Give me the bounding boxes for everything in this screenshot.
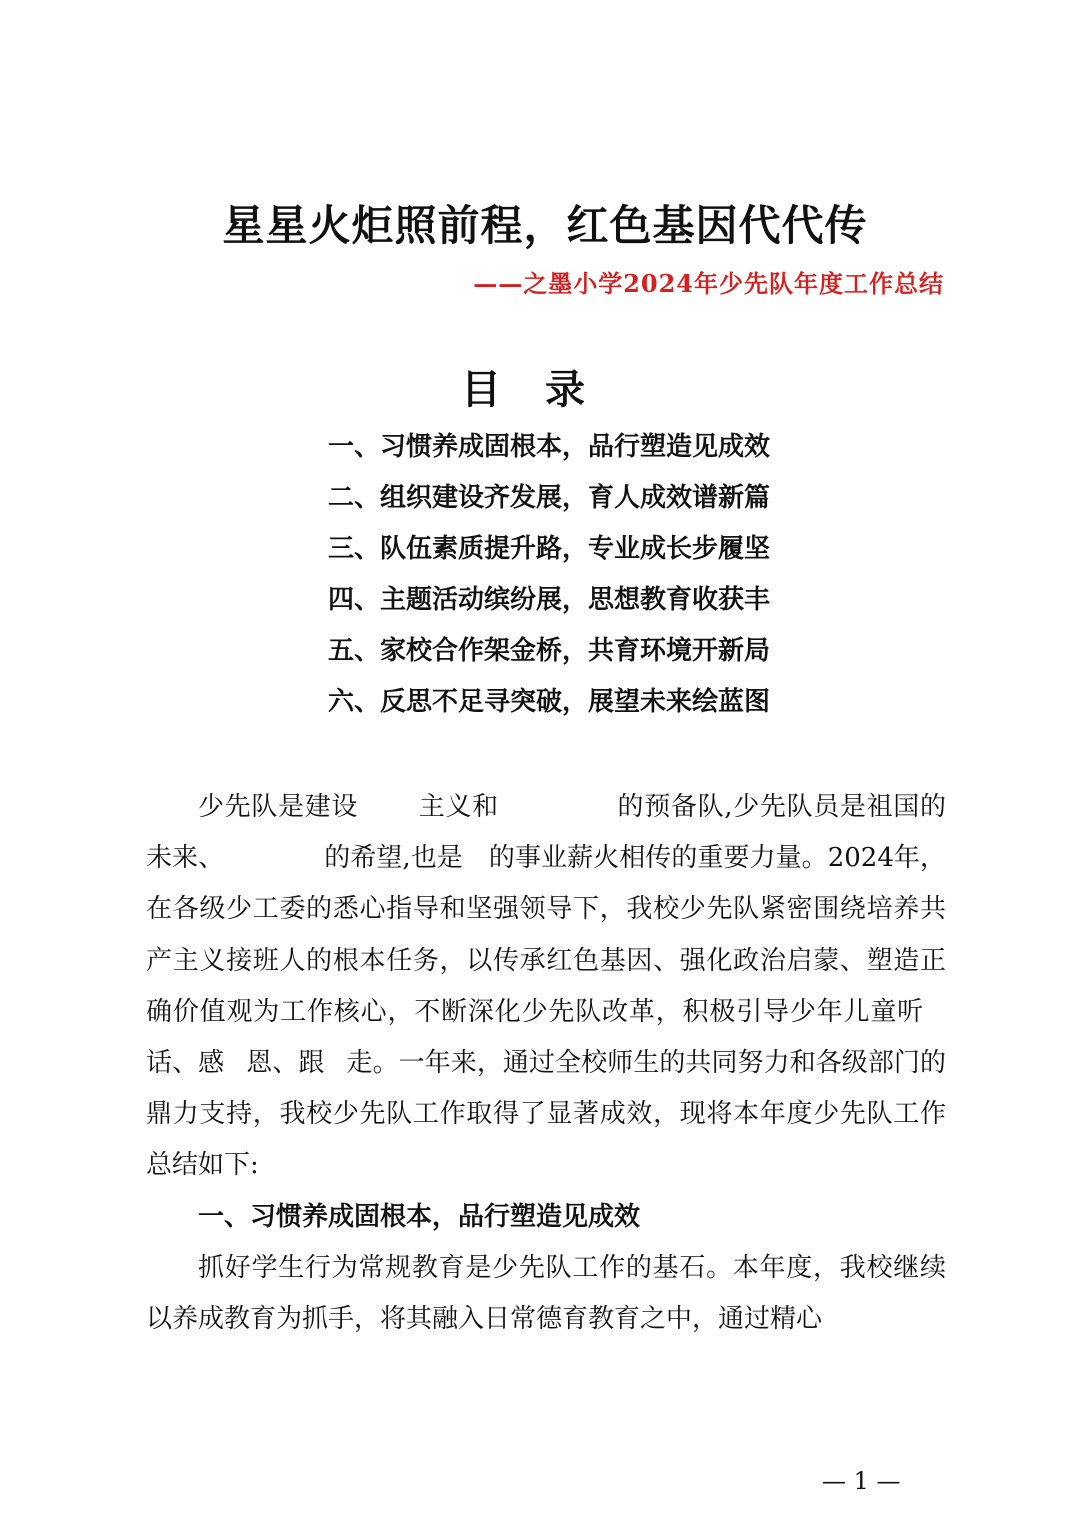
toc-item-1[interactable]: 一、习惯养成固根本，品行塑造见成效 (328, 432, 771, 462)
intro-text-7: 恩、跟 (246, 1048, 325, 1079)
toc-item-6[interactable]: 六、反思不足寻突破，展望未来绘蓝图 (328, 687, 771, 717)
page-number: — 1 — (822, 1467, 901, 1495)
toc-item-5[interactable]: 五、家校合作架金桥，共育环境开新局 (328, 636, 771, 666)
intro-text-5: 的事业薪火相传的重要力量。2024年，在各级少工委的悉心指导和坚强领导下，我校少先队紧密围绕培养共产主义接班人的根本任务，以传承红色基因、强化政治启蒙、塑造正确价值观为工作核心，不断深化少先队改革，积极引导少年儿童听 (146, 843, 946, 1027)
intro-text-3: 的预备队,少先队员是祖国的未来、 (146, 792, 946, 874)
document-body (146, 782, 946, 1345)
intro-paragraph (146, 782, 946, 1192)
section-1-heading: 一、习惯养成固根本，品行塑造见成效 (198, 1201, 641, 1232)
section-1-paragraph: 抓好学生行为常规教育是少先队工作的基石。本年度，我校继续以养成教育为抓手，将其融入日常德育教育之中，通过精心 (146, 1252, 946, 1335)
intro-text-1: 少先队是建设 (198, 792, 359, 822)
toc-item-4[interactable]: 四、主题活动缤纷展，思想教育收获丰 (328, 585, 771, 615)
toc-item-2[interactable]: 二、组织建设齐发展，育人成效谱新篇 (328, 483, 771, 513)
intro-text-6: 话、感 (146, 1048, 225, 1079)
document-title: 星星火炬照前程，红色基因代代传 (222, 201, 868, 250)
intro-text-8: 走。一年来，通过全校师生的共同努力和各级部门的鼎力支持，我校少先队工作取得了显著成效，现将本年度少先队工作总结如下: (146, 1048, 946, 1181)
toc-item-3[interactable]: 三、队伍素质提升路，专业成长步履坚 (328, 534, 771, 564)
intro-text-4: 的希望,也是 (324, 843, 463, 874)
table-of-contents (328, 422, 770, 728)
intro-text-2: 主义和 (418, 792, 499, 822)
toc-heading: 目录 (461, 366, 629, 413)
document-subtitle: ——之墨小学2024年少先队年度工作总结 (473, 269, 944, 298)
